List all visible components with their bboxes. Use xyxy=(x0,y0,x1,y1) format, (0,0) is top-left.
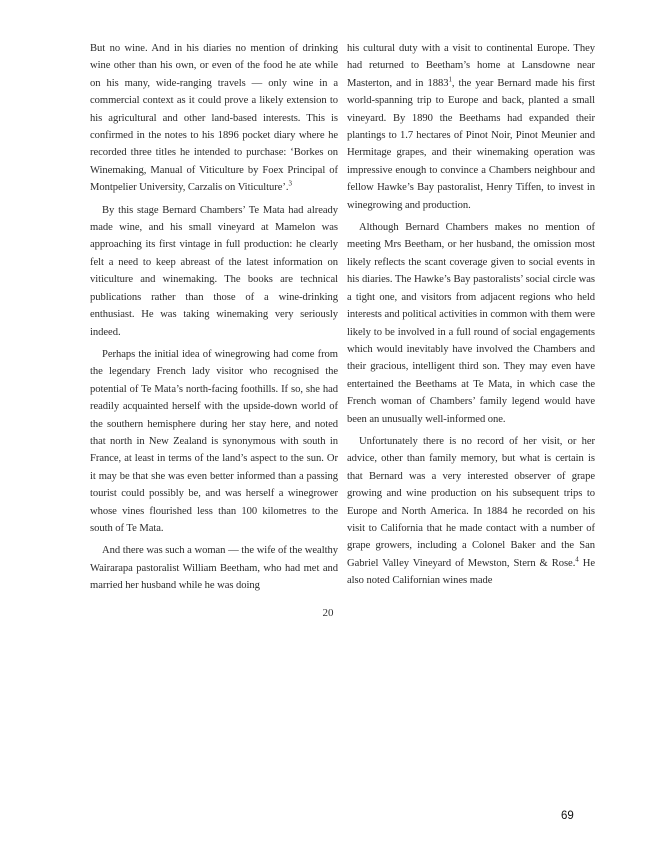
paragraph-text: , the year Bernard made his first world-spanning trip to Europe and back, planted a small vineyard. By 1890 the Beethams had expanded their plantings to 1.7 hectares of Pinot Noir, Pinot Meunier and Hermitage grapes, and their winemaking operation was impressive enough to convince a Chambers neighbour and fellow Hawke’s Bay pastoralist, Henry Tiffen, to invest in winegrowing and production. xyxy=(347,77,595,211)
paragraph: And there was such a woman — the wife of the wealthy Wairarapa pastoralist William Beetham, who had met and married her husband while he was doing xyxy=(90,545,338,592)
paragraph-text: But no wine. And in his diaries no mention of drinking wine other than his own, or even of the food he ate while on his many, wide-ranging travels — only wine in a commercial context as it could prove a likely extension to his agricultural and other land-based interests. This is confirmed in the notes to his 1896 pocket diary where he recorded three titles he intended to purchase: ‘Borkes on Winemaking, Manual of Viticulture by Foex Principal of Montpelier University, Carzalis on Viticulture’. xyxy=(90,43,338,194)
paragraph-text: He also noted Californian wines made xyxy=(347,557,595,587)
paragraph xyxy=(347,40,595,214)
paragraph xyxy=(90,40,338,197)
paragraph: By this stage Bernard Chambers’ Te Mata had already made wine, and his small vineyard at Mamelon was approaching its first vintage in full production: he clearly felt a need to keep abreast of the latest information on viticulture and winemaking. The books are technical publications rather than those of a wine-drinking enthusiast. He was taking winemaking very seriously indeed. xyxy=(90,204,338,338)
book-page-number: 20 xyxy=(322,607,334,619)
document-page-number: 69 xyxy=(561,810,574,822)
footnote-marker: 4 xyxy=(575,555,579,564)
footnote-marker: 3 xyxy=(288,179,292,188)
paragraph: Perhaps the initial idea of winegrowing had come from the legendary French lady visitor who recognised the potential of Te Mata’s north-facing foothills. If so, she had readily acquainted herself with the upside-down world of the southern hemisphere during her stay here, and noted that north in New Zealand is synonymous with south in France, at least in terms of the land’s aspect to the sun. Or it may be that she was even better informed than a passing tourist could possibly be, and was herself a winegrower whose vines flourished less than 100 kilometres to the south of Te Mata. xyxy=(90,348,338,534)
paragraph xyxy=(347,433,595,590)
paragraph-text: his cultural duty with a visit to continental Europe. They had returned to Beetham’s home at Lansdowne near Masterton, and in 1883 xyxy=(347,43,595,89)
right-text-column xyxy=(347,40,595,590)
left-text-column xyxy=(90,40,338,595)
footnote-marker: 1 xyxy=(448,75,452,84)
paragraph: Although Bernard Chambers makes no mention of meeting Mrs Beetham, or her husband, the omission most likely reflects the scant coverage given to social events in his diaries. The Hawke’s Bay pastoralists’ social circle was a tight one, and visitors from adjacent regions who held interests and political activities in common with them were likely to be involved in a full round of social engagements which would inevitably have involved the Chambers and their gracious, intelligent third son. They may even have entertained the Beethams at Te Mata, in which case the French woman of Chambers’ family legend would have been an unusually well-informed one. xyxy=(347,222,595,425)
paragraph-text: Unfortunately there is no record of her visit, or her advice, other than family memory, but what is certain is that Bernard was a very interested observer of grape growing and wine production on his subsequent trips to Europe and North America. In 1884 he recorded on his visit to California that he made contact with a number of grape growers, including a Colonel Baker and the San Gabriel Valley Vineyard of Mewston, Stern & Rose. xyxy=(347,435,595,569)
